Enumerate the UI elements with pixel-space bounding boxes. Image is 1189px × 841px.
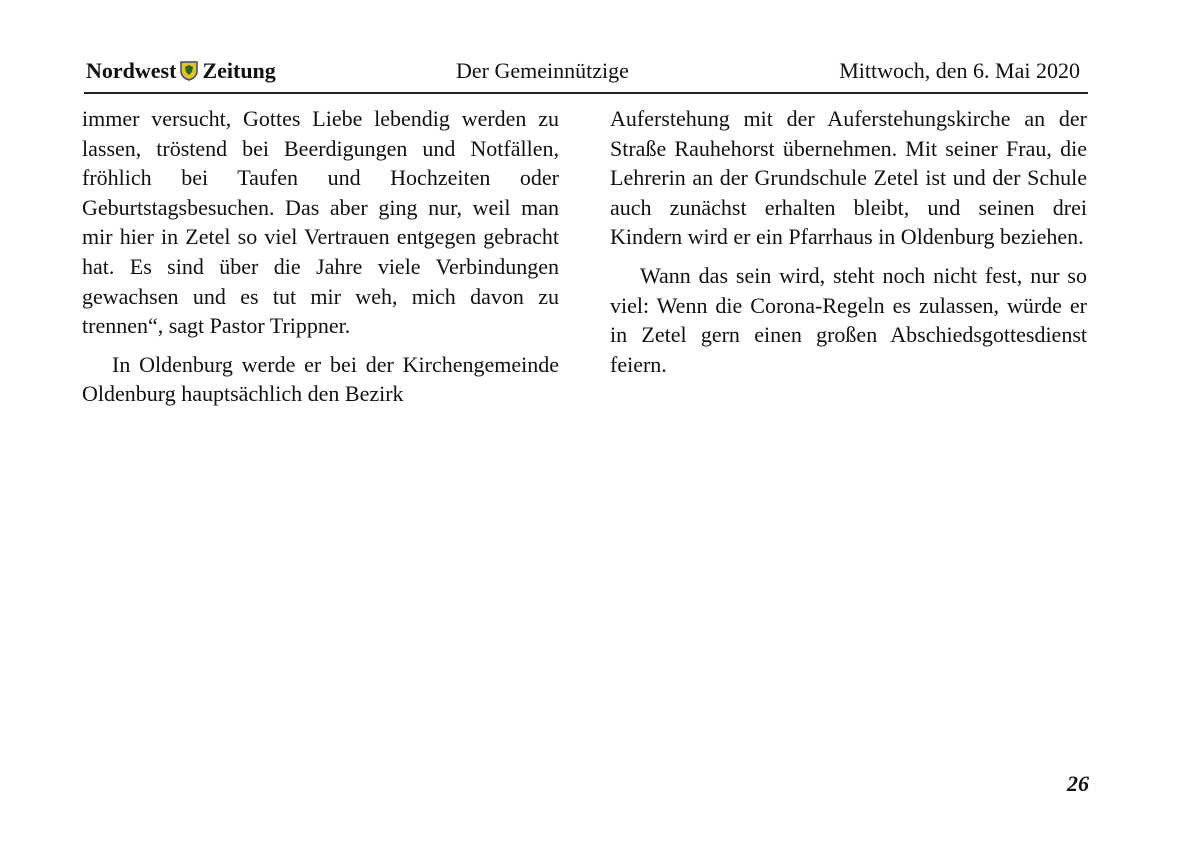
page-number: 26 bbox=[1067, 771, 1089, 796]
brand-name-left: Nordwest bbox=[86, 58, 177, 83]
issue-date: Mittwoch, den 6. Mai 2020 bbox=[839, 58, 1080, 83]
crest-icon bbox=[180, 61, 198, 81]
paragraph: Auferstehung mit der Auferstehungskirche an der Straße Rauhehorst übernehmen. Mit seiner Frau, die Lehrerin an der Grundschule Zetel ist und der Schule auch zunächst erhalten bleibt, und seinen drei Kindern wird er ein Pfarrhaus in Oldenburg beziehen. bbox=[610, 106, 1087, 250]
paragraph: immer versucht, Gottes Liebe lebendig werden zu lassen, tröstend bei Beerdigungen und Notfällen, fröhlich bei Taufen und Hochzeiten oder Geburtstagsbesuchen. Das aber ging nur, weil man mir hier in Zetel so viel Vertrauen entgegen gebracht hat. Es sind über die Jahre viele Verbindungen gewachsen und es tut mir weh, mich davon zu trennen“, sagt Pastor Trippner. bbox=[82, 106, 559, 339]
page-header bbox=[84, 56, 1088, 94]
article-column-left bbox=[82, 104, 559, 409]
brand-name-right: Zeitung bbox=[202, 58, 276, 83]
publication-title: Der Gemeinnützige bbox=[456, 58, 629, 83]
article-column-right bbox=[610, 104, 1087, 379]
paragraph: Wann das sein wird, steht noch nicht fest, nur so viel: Wenn die Corona-Regeln es zulassen, würde er in Zetel gern einen großen Abschiedsgottesdienst feiern. bbox=[610, 262, 1087, 377]
newspaper-brand bbox=[86, 58, 276, 84]
paragraph: In Oldenburg werde er bei der Kirchengemeinde Oldenburg hauptsächlich den Bezirk bbox=[82, 351, 559, 407]
